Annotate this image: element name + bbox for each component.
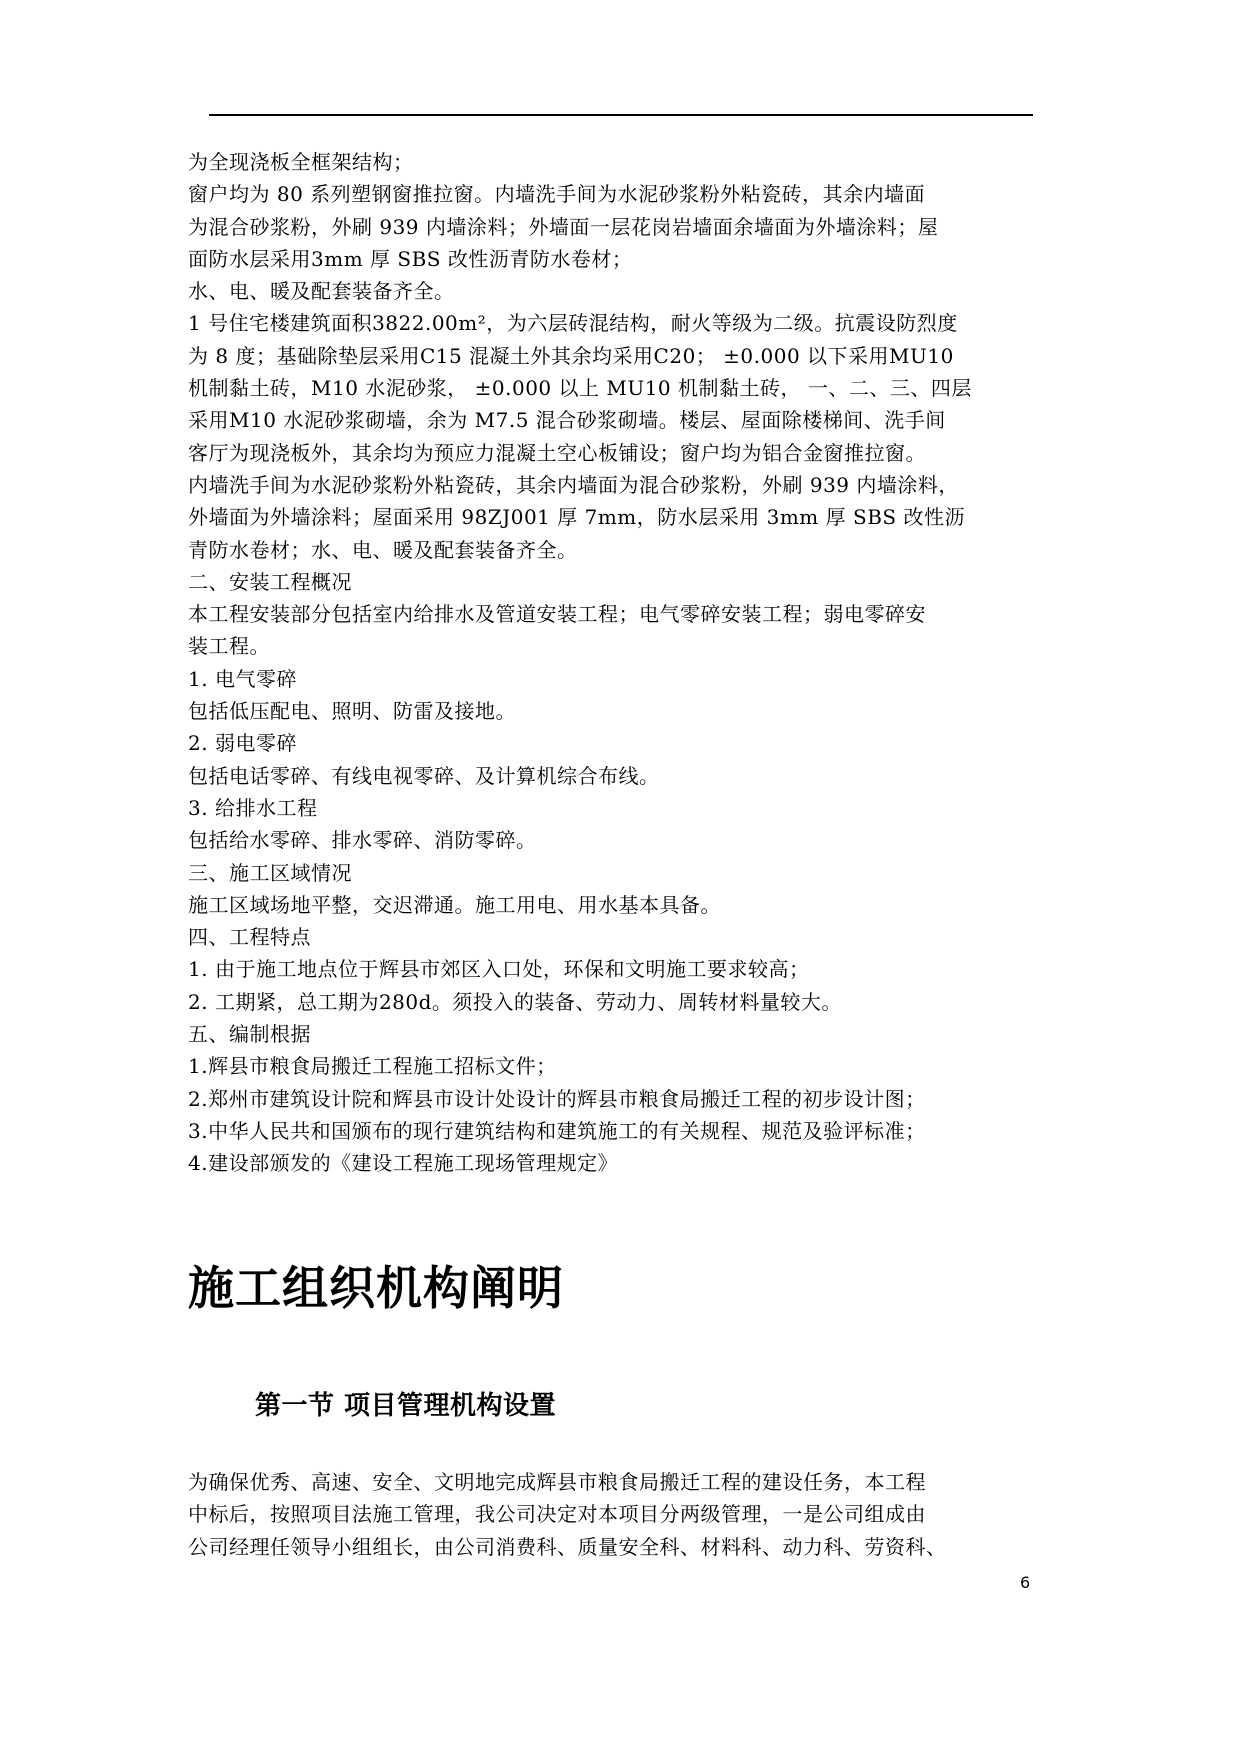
list-item: 1.辉县市粮食局搬迁工程施工招标文件； (188, 1054, 557, 1079)
list-item: 4.建设部颁发的《建设工程施工现场管理规定》 (188, 1151, 619, 1176)
text-line: 施工区域场地平整，交迟滞通。施工用电、用水基本具备。 (188, 892, 721, 917)
text-line: 采用M10 水泥砂浆砌墙，余为 M7.5 混合砂浆砌墙。楼层、屋面除楼梯间、洗手间 (188, 408, 946, 433)
text-line: 包括给水零碎、排水零碎、消防零碎。 (188, 828, 537, 853)
text-line: 内墙洗手间为水泥砂浆粉外粘瓷砖，其余内墙面为混合砂浆粉，外刷 939 内墙涂料， (188, 472, 959, 497)
body-text (188, 146, 1088, 1180)
text-line: 为全现浇板全框架结构； (188, 150, 414, 174)
tail-text (188, 1466, 1088, 1563)
list-item: 2. 工期紧，总工期为280d。须投入的装备、劳动力、周转材料量较大。 (188, 989, 842, 1014)
text-line: 青防水卷材；水、电、暖及配套装备齐全。 (188, 537, 578, 562)
text-line: 本工程安装部分包括室内给排水及管道安装工程；电气零碎安装工程；弱电零碎安 (188, 602, 926, 627)
page-number: 6 (1020, 1573, 1031, 1592)
section-heading: 三、施工区域情况 (188, 860, 352, 885)
text-line: 包括电话零碎、有线电视零碎、及计算机综合布线。 (188, 763, 660, 788)
text-line: 包括低压配电、照明、防雷及接地。 (188, 699, 516, 724)
text-line: 为确保优秀、高速、安全、文明地完成辉县市粮食局搬迁工程的建设任务，本工程 (188, 1470, 926, 1494)
text-line: 窗户均为 80 系列塑钢窗推拉窗。内墙洗手间为水泥砂浆粉外粘瓷砖，其余内墙面 (188, 182, 926, 207)
text-line: 公司经理任领导小组组长，由公司消费科、质量安全科、材料科、动力科、劳资科、 (188, 1534, 947, 1559)
section-heading: 二、安装工程概况 (188, 569, 352, 594)
text-line: 水、电、暖及配套装备齐全。 (188, 279, 455, 304)
text-line: 客厅为现浇板外，其余均为预应力混凝土空心板铺设；窗户均为铝合金窗推拉窗。 (188, 440, 926, 465)
list-item: 2.郑州市建筑设计院和辉县市设计处设计的辉县市粮食局搬迁工程的初步设计图； (188, 1086, 926, 1111)
text-line: 为 8 度；基础除垫层采用C15 混凝土外其余均采用C20； ±0.000 以下采用MU10 (188, 343, 954, 368)
text-line: 中标后，按照项目法施工管理，我公司决定对本项目分两级管理，一是公司组成由 (188, 1502, 926, 1527)
list-heading: 1. 电气零碎 (188, 666, 297, 691)
section-title: 施工组织机构阐明 (188, 1261, 564, 1315)
section-heading: 五、编制根据 (188, 1022, 311, 1047)
list-item: 3.中华人民共和国颁布的现行建筑结构和建筑施工的有关规程、规范及验评标准； (188, 1118, 926, 1143)
list-heading: 3. 给排水工程 (188, 795, 318, 820)
subsection-title: 第一节 项目管理机构设置 (255, 1391, 557, 1421)
text-line: 面防水层采用3mm 厚 SBS 改性沥青防水卷材； (188, 246, 633, 271)
text-line: 机制黏土砖，M10 水泥砂浆， ±0.000 以上 MU10 机制黏土砖， 一、二、三、四层 (188, 376, 972, 401)
list-heading: 2. 弱电零碎 (188, 731, 297, 756)
text-line: 为混合砂浆粉，外刷 939 内墙涂料；外墙面一层花岗岩墙面余墙面为外墙涂料；屋 (188, 214, 939, 239)
text-line: 装工程。 (188, 634, 270, 659)
text-line: 外墙面为外墙涂料；屋面采用 98ZJ001 厚 7mm，防水层采用 3mm 厚 SBS 改性沥 (188, 505, 965, 530)
header-rule (209, 114, 1033, 116)
text-line: 1 号住宅楼建筑面积3822.00m²，为六层砖混结构，耐火等级为二级。抗震设防烈度 (188, 311, 958, 336)
section-heading: 四、工程特点 (188, 925, 311, 950)
list-item: 1. 由于施工地点位于辉县市郊区入口处，环保和文明施工要求较高； (188, 957, 810, 982)
